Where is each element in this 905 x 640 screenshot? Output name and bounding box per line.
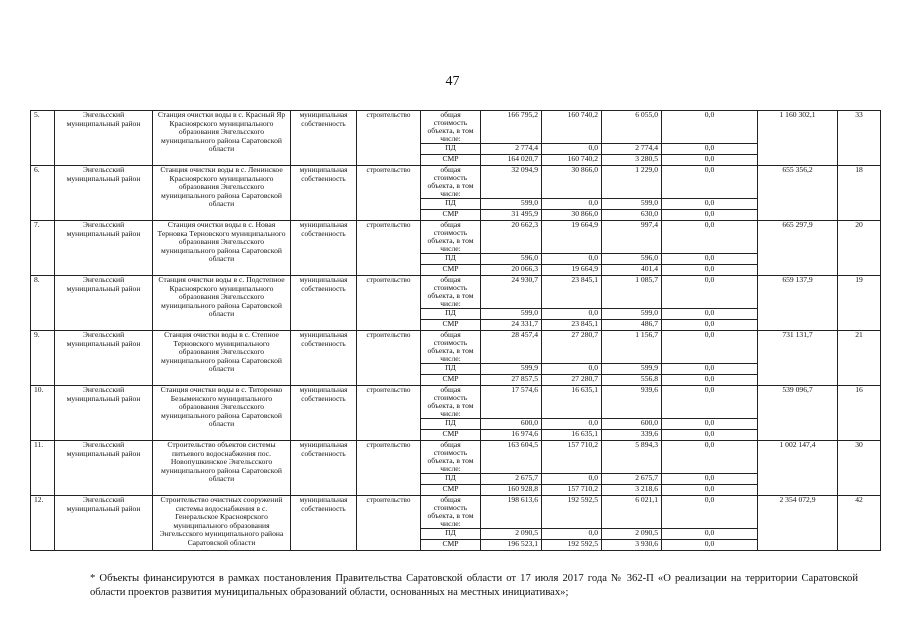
amount-cell: 0,0	[542, 254, 602, 265]
amount-cell: 0,0	[662, 496, 758, 529]
work-type-cell: строительство	[357, 441, 421, 496]
amount-cell: 163 604,5	[481, 441, 542, 474]
amount-cell: 160 928,8	[481, 485, 542, 496]
estimated-cost-cell: 1 002 147,4	[758, 441, 838, 496]
table-row	[31, 386, 881, 419]
amount-cell: 0,0	[662, 331, 758, 364]
ownership-cell: муниципальная собственность	[291, 496, 357, 551]
amount-cell: 0,0	[542, 364, 602, 375]
ownership-cell: муниципальная собственность	[291, 386, 357, 441]
amount-cell: 0,0	[662, 309, 758, 320]
district-cell: Энгельсский муниципальный район	[55, 441, 153, 496]
amount-cell: 556,8	[602, 375, 662, 386]
cost-component-label: СМР	[421, 210, 481, 221]
work-type-cell: строительство	[357, 111, 421, 166]
count-cell: 16	[838, 386, 881, 441]
amount-cell: 599,0	[602, 309, 662, 320]
amount-cell: 0,0	[542, 529, 602, 540]
cost-component-label: общая стоимость объекта, в том числе:	[421, 276, 481, 309]
count-cell: 30	[838, 441, 881, 496]
amount-cell: 0,0	[662, 386, 758, 419]
object-name-cell: Станция очистки воды в с. Подстепное Красноярского муниципального образования Энгельсского муниципального района Саратовской области	[153, 276, 291, 331]
count-cell: 20	[838, 221, 881, 276]
ownership-cell: муниципальная собственность	[291, 111, 357, 166]
amount-cell: 0,0	[542, 474, 602, 485]
amount-cell: 599,0	[602, 199, 662, 210]
ownership-cell: муниципальная собственность	[291, 166, 357, 221]
amount-cell: 0,0	[662, 419, 758, 430]
table-row	[31, 441, 881, 474]
work-type-cell: строительство	[357, 166, 421, 221]
work-type-cell: строительство	[357, 386, 421, 441]
row-number-cell: 5.	[31, 111, 55, 166]
row-number-cell: 12.	[31, 496, 55, 551]
estimated-cost-cell: 731 131,7	[758, 331, 838, 386]
cost-component-label: ПД	[421, 419, 481, 430]
amount-cell: 192 592,5	[542, 496, 602, 529]
amount-cell: 1 156,7	[602, 331, 662, 364]
amount-cell: 6 021,1	[602, 496, 662, 529]
work-type-cell: строительство	[357, 331, 421, 386]
cost-component-label: общая стоимость объекта, в том числе:	[421, 331, 481, 364]
amount-cell: 27 280,7	[542, 331, 602, 364]
footnote-text: * Объекты финансируются в рамках постановления Правительства Саратовской области от 17 июля 2017 года № 362-П «О реализации на территории Саратовской области проектов развития муниципальных образований области, основанных на местных инициативах»;	[90, 573, 858, 598]
amount-cell: 157 710,2	[542, 441, 602, 474]
cost-component-label: СМР	[421, 320, 481, 331]
footnote	[58, 572, 858, 600]
cost-component-label: СМР	[421, 265, 481, 276]
amount-cell: 6 055,0	[602, 111, 662, 144]
row-number-cell: 11.	[31, 441, 55, 496]
amount-cell: 160 740,2	[542, 155, 602, 166]
amount-cell: 0,0	[542, 419, 602, 430]
object-name-cell: Строительство объектов системы питьевого водоснабжения пос. Новопушкинское Энгельсского муниципального района Саратовской области	[153, 441, 291, 496]
estimated-cost-cell: 659 137,9	[758, 276, 838, 331]
amount-cell: 0,0	[542, 199, 602, 210]
amount-cell: 20 066,3	[481, 265, 542, 276]
cost-component-label: СМР	[421, 485, 481, 496]
estimated-cost-cell: 655 356,2	[758, 166, 838, 221]
table-row	[31, 276, 881, 309]
amount-cell: 28 457,4	[481, 331, 542, 364]
cost-component-label: ПД	[421, 529, 481, 540]
amount-cell: 2 774,4	[602, 144, 662, 155]
object-name-cell: Станция очистки воды в с. Титоренко Безыменского муниципального образования Энгельсского муниципального района Саратовской области	[153, 386, 291, 441]
amount-cell: 31 495,9	[481, 210, 542, 221]
amount-cell: 196 523,1	[481, 540, 542, 551]
amount-cell: 596,0	[602, 254, 662, 265]
cost-component-label: СМР	[421, 375, 481, 386]
amount-cell: 17 574,6	[481, 386, 542, 419]
object-name-cell: Строительство очистных сооружений системы водоснабжения в с. Генеральское Красноярского муниципального образования Энгельсского муниципального района Саратовской области	[153, 496, 291, 551]
amount-cell: 0,0	[662, 276, 758, 309]
amount-cell: 0,0	[662, 485, 758, 496]
amount-cell: 20 662,3	[481, 221, 542, 254]
amount-cell: 600,0	[602, 419, 662, 430]
amount-cell: 0,0	[662, 155, 758, 166]
cost-component-label: СМР	[421, 155, 481, 166]
table-row	[31, 496, 881, 529]
amount-cell: 23 845,1	[542, 320, 602, 331]
amount-cell: 2 090,5	[602, 529, 662, 540]
amount-cell: 0,0	[662, 441, 758, 474]
cost-component-label: общая стоимость объекта, в том числе:	[421, 111, 481, 144]
amount-cell: 599,9	[481, 364, 542, 375]
amount-cell: 0,0	[662, 221, 758, 254]
amount-cell: 486,7	[602, 320, 662, 331]
cost-component-label: общая стоимость объекта, в том числе:	[421, 496, 481, 529]
amount-cell: 30 866,0	[542, 166, 602, 199]
cost-component-label: ПД	[421, 474, 481, 485]
estimated-cost-cell: 1 160 302,1	[758, 111, 838, 166]
amount-cell: 3 218,6	[602, 485, 662, 496]
work-type-cell: строительство	[357, 496, 421, 551]
page-number: 47	[445, 74, 460, 89]
cost-component-label: ПД	[421, 199, 481, 210]
amount-cell: 0,0	[662, 474, 758, 485]
amount-cell: 0,0	[662, 364, 758, 375]
cost-component-label: общая стоимость объекта, в том числе:	[421, 386, 481, 419]
table-row	[31, 331, 881, 364]
amount-cell: 192 592,5	[542, 540, 602, 551]
amount-cell: 2 774,4	[481, 144, 542, 155]
ownership-cell: муниципальная собственность	[291, 331, 357, 386]
amount-cell: 2 675,7	[602, 474, 662, 485]
estimated-cost-cell: 539 096,7	[758, 386, 838, 441]
projects-table	[30, 110, 881, 551]
work-type-cell: строительство	[357, 221, 421, 276]
amount-cell: 596,0	[481, 254, 542, 265]
amount-cell: 939,6	[602, 386, 662, 419]
table-row	[31, 111, 881, 144]
amount-cell: 23 845,1	[542, 276, 602, 309]
amount-cell: 160 740,2	[542, 111, 602, 144]
count-cell: 21	[838, 331, 881, 386]
amount-cell: 599,9	[602, 364, 662, 375]
amount-cell: 166 795,2	[481, 111, 542, 144]
district-cell: Энгельсский муниципальный район	[55, 496, 153, 551]
estimated-cost-cell: 665 297,9	[758, 221, 838, 276]
estimated-cost-cell: 2 354 072,9	[758, 496, 838, 551]
row-number-cell: 9.	[31, 331, 55, 386]
amount-cell: 997,4	[602, 221, 662, 254]
object-name-cell: Станция очистки воды в с. Красный Яр Красноярского муниципального образования Энгельсского муниципального района Саратовской области	[153, 111, 291, 166]
district-cell: Энгельсский муниципальный район	[55, 331, 153, 386]
amount-cell: 0,0	[662, 254, 758, 265]
amount-cell: 3 930,6	[602, 540, 662, 551]
amount-cell: 0,0	[662, 529, 758, 540]
amount-cell: 0,0	[662, 210, 758, 221]
table-row	[31, 221, 881, 254]
district-cell: Энгельсский муниципальный район	[55, 221, 153, 276]
amount-cell: 0,0	[542, 309, 602, 320]
amount-cell: 599,0	[481, 309, 542, 320]
count-cell: 19	[838, 276, 881, 331]
amount-cell: 0,0	[662, 375, 758, 386]
amount-cell: 401,4	[602, 265, 662, 276]
amount-cell: 630,0	[602, 210, 662, 221]
cost-component-label: общая стоимость объекта, в том числе:	[421, 221, 481, 254]
amount-cell: 0,0	[662, 320, 758, 331]
row-number-cell: 7.	[31, 221, 55, 276]
amount-cell: 16 635,1	[542, 386, 602, 419]
amount-cell: 19 664,9	[542, 265, 602, 276]
amount-cell: 5 894,3	[602, 441, 662, 474]
amount-cell: 24 930,7	[481, 276, 542, 309]
cost-component-label: ПД	[421, 254, 481, 265]
amount-cell: 32 094,9	[481, 166, 542, 199]
amount-cell: 1 229,0	[602, 166, 662, 199]
amount-cell: 0,0	[662, 111, 758, 144]
amount-cell: 164 020,7	[481, 155, 542, 166]
amount-cell: 157 710,2	[542, 485, 602, 496]
cost-component-label: ПД	[421, 144, 481, 155]
table-row	[31, 166, 881, 199]
amount-cell: 0,0	[662, 166, 758, 199]
amount-cell: 2 090,5	[481, 529, 542, 540]
amount-cell: 1 085,7	[602, 276, 662, 309]
district-cell: Энгельсский муниципальный район	[55, 386, 153, 441]
object-name-cell: Станция очистки воды в с. Ленинское Красноярского муниципального образования Энгельсского муниципального района Саратовской области	[153, 166, 291, 221]
cost-component-label: СМР	[421, 430, 481, 441]
district-cell: Энгельсский муниципальный район	[55, 166, 153, 221]
amount-cell: 19 664,9	[542, 221, 602, 254]
cost-component-label: общая стоимость объекта, в том числе:	[421, 441, 481, 474]
cost-component-label: общая стоимость объекта, в том числе:	[421, 166, 481, 199]
cost-component-label: ПД	[421, 364, 481, 375]
amount-cell: 24 331,7	[481, 320, 542, 331]
amount-cell: 16 635,1	[542, 430, 602, 441]
count-cell: 42	[838, 496, 881, 551]
count-cell: 33	[838, 111, 881, 166]
amount-cell: 599,0	[481, 199, 542, 210]
amount-cell: 0,0	[542, 144, 602, 155]
amount-cell: 0,0	[662, 265, 758, 276]
row-number-cell: 10.	[31, 386, 55, 441]
object-name-cell: Станция очистки воды в с. Новая Терновка Терновского муниципального образования Энгельсского муниципального района Саратовской области	[153, 221, 291, 276]
amount-cell: 0,0	[662, 430, 758, 441]
amount-cell: 3 280,5	[602, 155, 662, 166]
amount-cell: 0,0	[662, 144, 758, 155]
row-number-cell: 6.	[31, 166, 55, 221]
amount-cell: 2 675,7	[481, 474, 542, 485]
amount-cell: 600,0	[481, 419, 542, 430]
amount-cell: 27 280,7	[542, 375, 602, 386]
count-cell: 18	[838, 166, 881, 221]
amount-cell: 198 613,6	[481, 496, 542, 529]
amount-cell: 0,0	[662, 199, 758, 210]
district-cell: Энгельсский муниципальный район	[55, 111, 153, 166]
table-body	[31, 111, 881, 551]
ownership-cell: муниципальная собственность	[291, 441, 357, 496]
work-type-cell: строительство	[357, 276, 421, 331]
object-name-cell: Станция очистки воды в с. Степное Терновского муниципального образования Энгельсского муниципального района Саратовской области	[153, 331, 291, 386]
ownership-cell: муниципальная собственность	[291, 276, 357, 331]
amount-cell: 339,6	[602, 430, 662, 441]
amount-cell: 0,0	[662, 540, 758, 551]
amount-cell: 16 974,6	[481, 430, 542, 441]
ownership-cell: муниципальная собственность	[291, 221, 357, 276]
amount-cell: 27 857,5	[481, 375, 542, 386]
projects-table-wrapper	[30, 110, 881, 551]
row-number-cell: 8.	[31, 276, 55, 331]
cost-component-label: СМР	[421, 540, 481, 551]
district-cell: Энгельсский муниципальный район	[55, 276, 153, 331]
amount-cell: 30 866,0	[542, 210, 602, 221]
cost-component-label: ПД	[421, 309, 481, 320]
